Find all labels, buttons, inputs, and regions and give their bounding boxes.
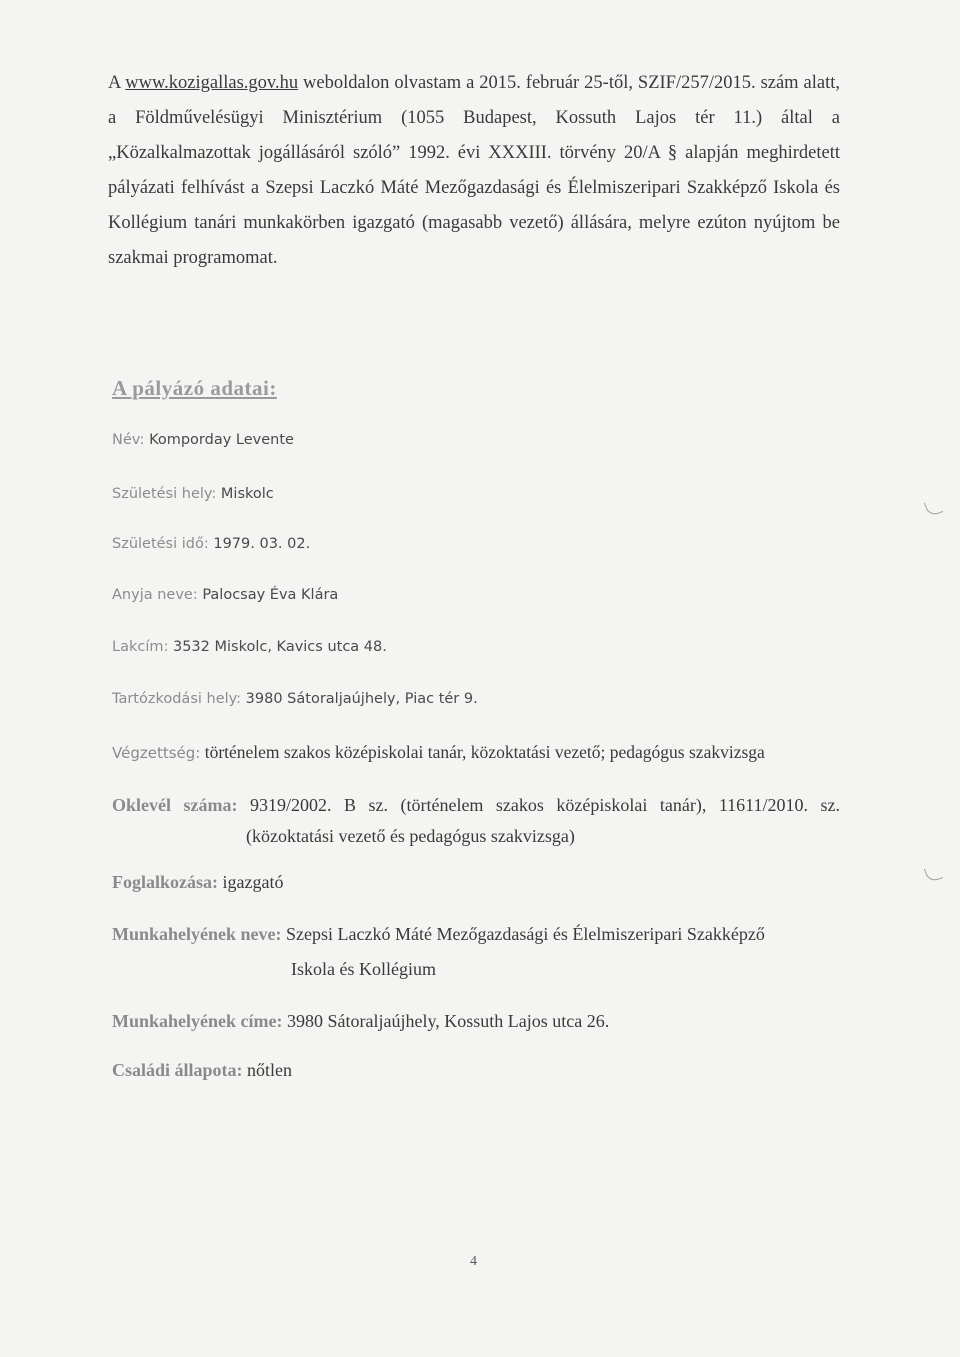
- field-label: Családi állapota:: [112, 1060, 243, 1080]
- field-munkahely-neve-cont: Iskola és Kollégium: [291, 959, 436, 979]
- field-oklevel-cont: (közoktatási vezető és pedagógus szakvizsga): [246, 826, 575, 846]
- field-value: Komporday Levente: [149, 432, 294, 448]
- intro-body: weboldalon olvastam a 2015. február 25-től, SZIF/257/2015. szám alatt, a Földművelésügyi Minisztérium (1055 Budapest, Kossuth Lajos tér 11.) által a „Közalkalmazottak jogállásáról szóló” 1992. évi XXXIII. törvény 20/A § alapján meghirdetett pályázati felhívást a Szepsi Laczkó Máté Mezőgazdasági és Élelmiszeripari Szakképző Iskola és Kollégium tanári munkakörben igazgató (magasabb vezető) állására, melyre ezúton nyújtom be szakmai programomat.: [108, 73, 840, 268]
- field-label: Munkahelyének címe:: [112, 1011, 283, 1031]
- field-lakcim: [112, 639, 387, 655]
- field-oklevel: [112, 795, 840, 816]
- field-label: Munkahelyének neve:: [112, 924, 282, 944]
- field-label: Lakcím:: [112, 639, 169, 655]
- margin-mark-icon: [924, 864, 943, 883]
- field-label: Születési hely:: [112, 486, 217, 502]
- field-value: Szepsi Laczkó Máté Mezőgazdasági és Élelmiszeripari Szakképző: [286, 924, 765, 944]
- intro-website-link[interactable]: www.kozigallas.gov.hu: [125, 73, 299, 93]
- field-value: 1979. 03. 02.: [213, 536, 311, 552]
- field-foglalkozas: [112, 872, 840, 893]
- intro-paragraph: [108, 66, 840, 276]
- margin-mark-icon: [924, 498, 943, 517]
- field-label: Tartózkodási hely:: [112, 691, 242, 707]
- field-anyja-neve: [112, 587, 338, 603]
- field-munkahely-cime: [112, 1011, 840, 1032]
- field-szuletesi-hely: [112, 486, 274, 502]
- field-vegzettseg: [112, 742, 840, 763]
- field-value: igazgató: [222, 872, 284, 892]
- field-label: Foglalkozása:: [112, 872, 218, 892]
- field-label: Név:: [112, 432, 145, 448]
- field-label: Anyja neve:: [112, 587, 198, 603]
- section-heading: A pályázó adatai:: [112, 376, 277, 400]
- field-label: Születési idő:: [112, 536, 209, 552]
- intro-prefix: A: [108, 73, 126, 93]
- field-value: történelem szakos középiskolai tanár, közoktatási vezető; pedagógus szakvizsga: [204, 742, 765, 762]
- field-value: 9319/2002. B sz. (történelem szakos középiskolai tanár), 11611/2010. sz.: [249, 795, 840, 815]
- field-munkahely-neve: [112, 924, 840, 945]
- page-number: 4: [470, 1254, 477, 1269]
- field-nev: [112, 432, 294, 448]
- field-csaladi-allapot: [112, 1060, 840, 1081]
- field-value: 3980 Sátoraljaújhely, Piac tér 9.: [245, 691, 478, 707]
- field-value: 3532 Miskolc, Kavics utca 48.: [172, 639, 387, 655]
- field-value: Palocsay Éva Klára: [202, 587, 339, 603]
- field-label: Végzettség:: [112, 744, 201, 762]
- field-value: nőtlen: [247, 1060, 293, 1080]
- field-tartozkodasi-hely: [112, 691, 478, 707]
- field-value: Miskolc: [220, 486, 274, 502]
- field-value: 3980 Sátoraljaújhely, Kossuth Lajos utca 26.: [287, 1011, 610, 1031]
- field-szuletesi-ido: [112, 536, 310, 552]
- field-label: Oklevél száma:: [112, 795, 238, 815]
